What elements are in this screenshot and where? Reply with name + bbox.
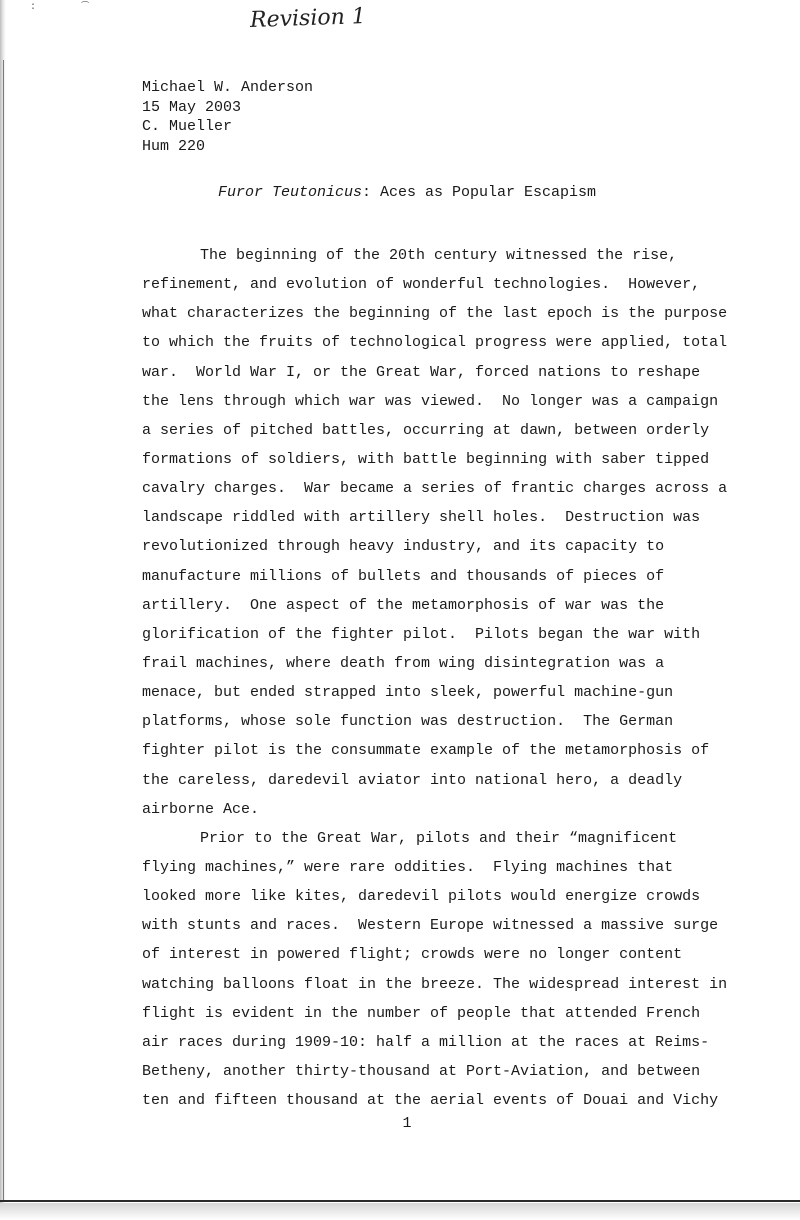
paragraph-line: with stunts and races. Western Europe witnessed a massive surge (142, 917, 719, 935)
paragraph-line: landscape riddled with artillery shell holes. Destruction was (142, 509, 701, 527)
document-header (142, 78, 313, 156)
paragraph-line: cavalry charges. War became a series of frantic charges across a (142, 480, 728, 498)
paragraph-line: looked more like kites, daredevil pilots would energize crowds (142, 888, 701, 906)
paragraph-line: refinement, and evolution of wonderful technologies. However, (142, 276, 701, 294)
handwritten-revision-note: Revision 1 (249, 3, 367, 34)
scan-bottom-edge (0, 1200, 800, 1202)
paragraph-line: air races during 1909-10: half a million at the races at Reims- (142, 1033, 710, 1051)
paragraph-line: flying machines,” were rare oddities. Flying machines that (142, 858, 674, 876)
paragraph-line: glorification of the fighter pilot. Pilots began the war with (142, 625, 701, 643)
paragraph-line: manufacture millions of bullets and thousands of pieces of (142, 567, 665, 585)
paragraph-line: artillery. One aspect of the metamorphosis of war was the (142, 596, 665, 614)
paragraph-line: the careless, daredevil aviator into national hero, a deadly (142, 771, 683, 789)
page-number: 1 (402, 1115, 412, 1132)
paragraph-line: ten and fifteen thousand at the aerial events of Douai and Vichy (142, 1092, 719, 1110)
paragraph-line: the lens through which war was viewed. No longer was a campaign (142, 392, 719, 410)
author-name: Michael W. Anderson (142, 79, 314, 96)
essay-body (142, 241, 798, 1115)
paragraph-line: formations of soldiers, with battle beginning with saber tipped (142, 450, 710, 468)
paragraph-line: of interest in powered flight; crowds were no longer content (142, 946, 683, 964)
paragraph-line: a series of pitched battles, occurring at dawn, between orderly (142, 421, 710, 439)
scan-bottom-shadow (0, 1203, 800, 1220)
paragraph-line: airborne Ace. (142, 800, 260, 818)
essay-title-rest: : Aces as Popular Escapism (361, 184, 597, 201)
paragraph-line: fighter pilot is the consummate example of the metamorphosis of (142, 742, 710, 760)
essay-title (0, 183, 800, 203)
paragraph-line: Betheny, another thirty-thousand at Port-Aviation, and between (142, 1062, 701, 1080)
instructor-name: C. Mueller (142, 118, 233, 135)
paragraph-line: war. World War I, or the Great War, forced nations to reshape (142, 363, 701, 381)
essay-title-italic: Furor Teutonicus (217, 184, 362, 201)
scan-specks: : ͡ (30, 2, 123, 13)
paragraph-line: platforms, whose sole function was destruction. The German (142, 713, 674, 731)
paragraph-line: menace, but ended strapped into sleek, powerful machine-gun (142, 684, 674, 702)
paragraph-line: watching balloons float in the breeze. The widespread interest in (142, 975, 728, 993)
paragraph-line: what characterizes the beginning of the last epoch is the purpose (142, 305, 728, 323)
paragraph-line: frail machines, where death from wing disintegration was a (142, 654, 665, 672)
course-code: Hum 220 (142, 137, 206, 155)
paragraph-line: to which the fruits of technological progress were applied, total (142, 334, 728, 352)
paragraph-line: flight is evident in the number of people that attended French (142, 1004, 701, 1022)
document-date: 15 May 2003 (142, 98, 242, 116)
paragraph-line: revolutionized through heavy industry, and its capacity to (142, 538, 665, 556)
paragraph-first-line: Prior to the Great War, pilots and their “magnificent (200, 829, 678, 847)
paragraph-first-line: The beginning of the 20th century witnessed the rise, (200, 247, 678, 264)
